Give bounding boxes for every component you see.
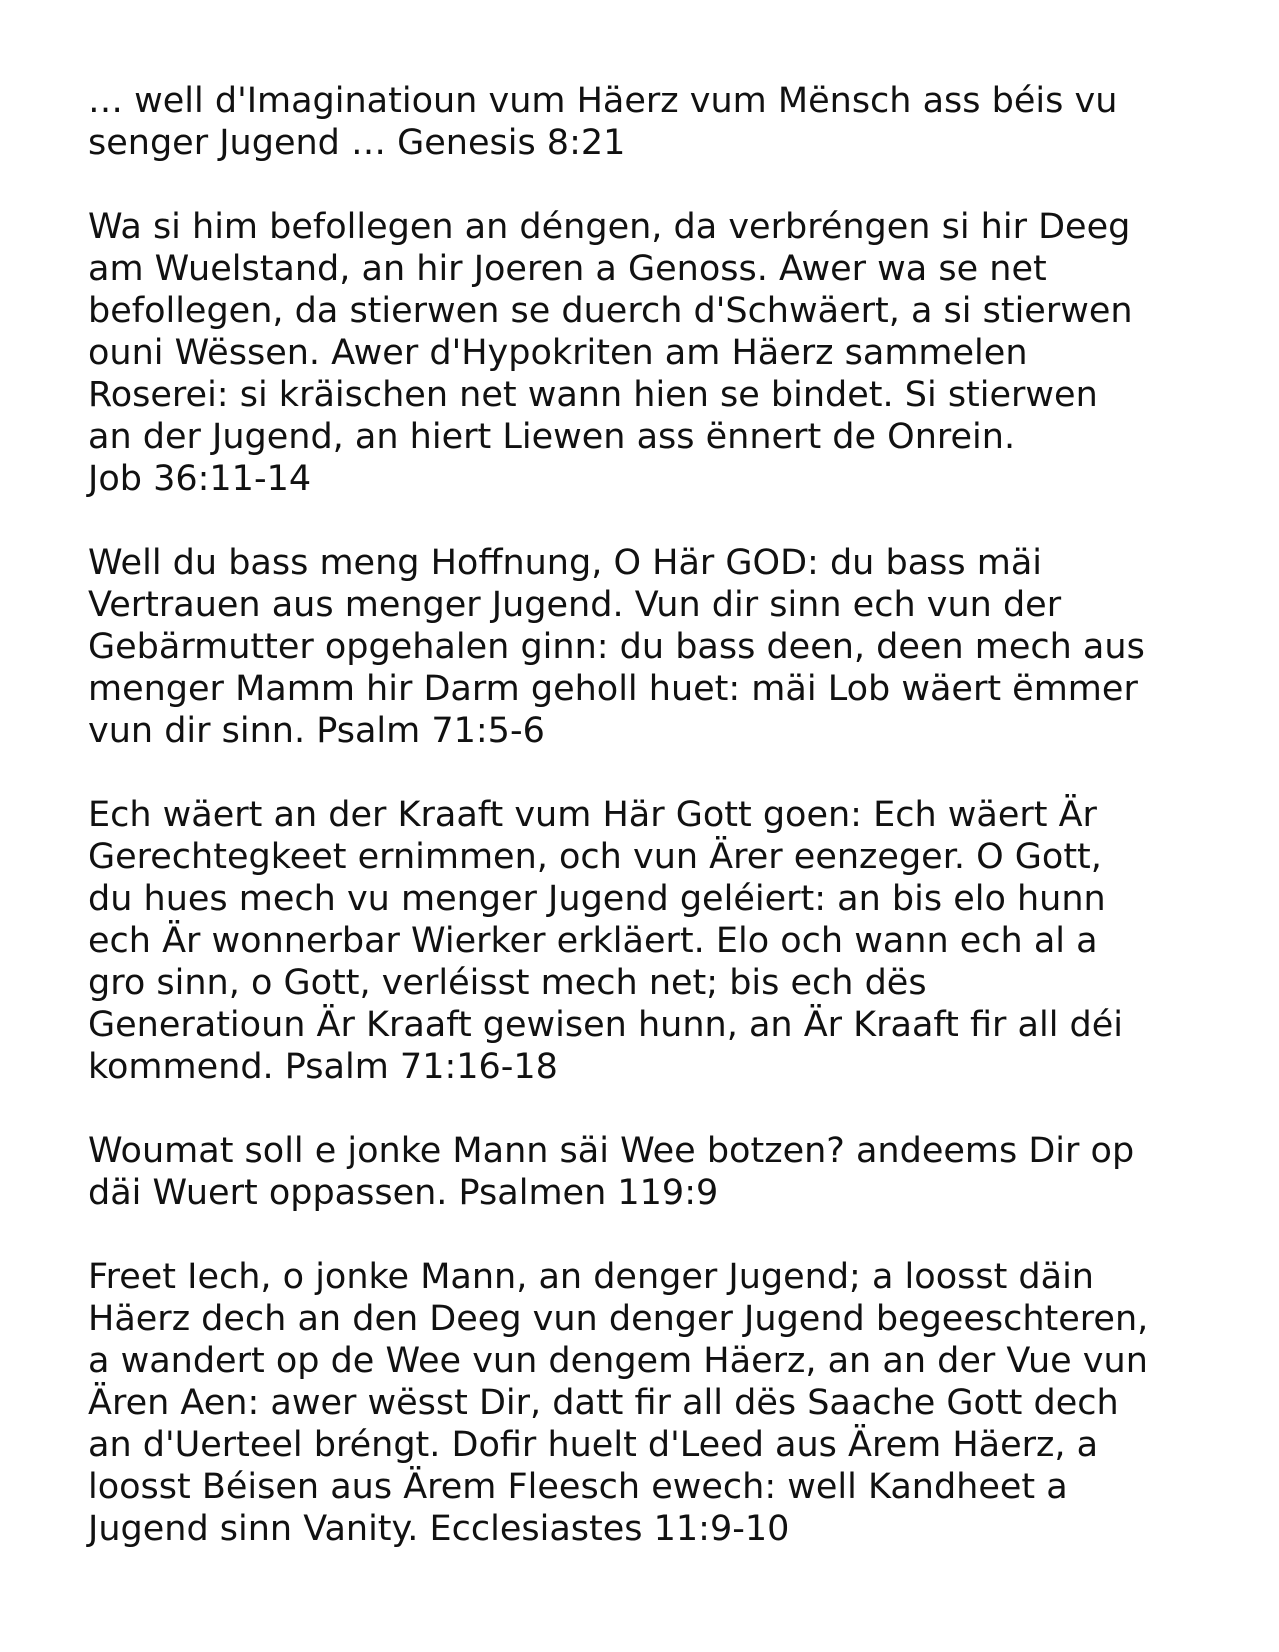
text-line: Job 36:11-14 <box>88 459 312 499</box>
text-line: befollegen, da stierwen se duerch d'Schwäert, a si stierwen <box>88 291 1133 331</box>
text-line: Gebärmutter opgehalen ginn: du bass deen, deen mech aus <box>88 627 1145 667</box>
text-line: vun dir sinn. Psalm 71:5-6 <box>88 711 545 751</box>
text-line: menger Mamm hir Darm geholl huet: mäi Lob wäert ëmmer <box>88 669 1138 709</box>
text-line: Wa si him befollegen an déngen, da verbréngen si hir Deeg <box>88 207 1131 247</box>
text-line: Roserei: si kräischen net wann hien se bindet. Si stierwen <box>88 375 1098 415</box>
text-line: du hues mech vu menger Jugend geléiert: an bis elo hunn <box>88 879 1106 919</box>
text-line: ouni Wëssen. Awer d'Hypokriten am Häerz sammelen <box>88 333 1028 373</box>
text-line: … well d'Imaginatioun vum Häerz vum Mënsch ass béis vu <box>88 81 1118 121</box>
paragraph-job <box>88 206 1208 500</box>
paragraph-genesis <box>88 80 1208 164</box>
text-line: loosst Béisen aus Ärem Fleesch ewech: well Kandheet a <box>88 1467 1068 1507</box>
text-line: gro sinn, o Gott, verléisst mech net; bis ech dës <box>88 963 927 1003</box>
text-line: Vertrauen aus menger Jugend. Vun dir sinn ech vun der <box>88 585 1062 625</box>
paragraph-psalm-71-5 <box>88 542 1208 752</box>
document-page <box>88 80 1208 1592</box>
text-line: an d'Uerteel bréngt. Dofir huelt d'Leed aus Ärem Häerz, a <box>88 1425 1099 1465</box>
text-line: Freet Iech, o jonke Mann, an denger Jugend; a loosst däin <box>88 1257 1094 1297</box>
text-line: kommend. Psalm 71:16-18 <box>88 1047 558 1087</box>
text-line: Gerechtegkeet ernimmen, och vun Ärer eenzeger. O Gott, <box>88 837 1102 877</box>
paragraph-psalm-71-16 <box>88 794 1208 1088</box>
paragraph-ecclesiastes <box>88 1256 1208 1550</box>
text-line: Ech wäert an der Kraaft vum Här Gott goen: Ech wäert Är <box>88 795 1097 835</box>
text-line: an der Jugend, an hiert Liewen ass ënnert de Onrein. <box>88 417 1016 457</box>
text-line: Well du bass meng Hoffnung, O Här GOD: du bass mäi <box>88 543 1043 583</box>
text-line: Ären Aen: awer wësst Dir, datt fir all dës Saache Gott dech <box>88 1383 1119 1423</box>
text-line: a wandert op de Wee vun dengem Häerz, an an der Vue vun <box>88 1341 1148 1381</box>
text-line: senger Jugend … Genesis 8:21 <box>88 123 626 163</box>
text-line: Woumat soll e jonke Mann säi Wee botzen? andeems Dir op <box>88 1131 1135 1171</box>
text-line: Jugend sinn Vanity. Ecclesiastes 11:9-10 <box>88 1509 790 1549</box>
text-line: Häerz dech an den Deeg vun denger Jugend begeeschteren, <box>88 1299 1149 1339</box>
text-line: am Wuelstand, an hir Joeren a Genoss. Awer wa se net <box>88 249 1047 289</box>
text-line: ech Är wonnerbar Wierker erkläert. Elo och wann ech al a <box>88 921 1098 961</box>
paragraph-psalm-119 <box>88 1130 1208 1214</box>
text-line: däi Wuert oppassen. Psalmen 119:9 <box>88 1173 719 1213</box>
text-line: Generatioun Är Kraaft gewisen hunn, an Är Kraaft fir all déi <box>88 1005 1124 1045</box>
